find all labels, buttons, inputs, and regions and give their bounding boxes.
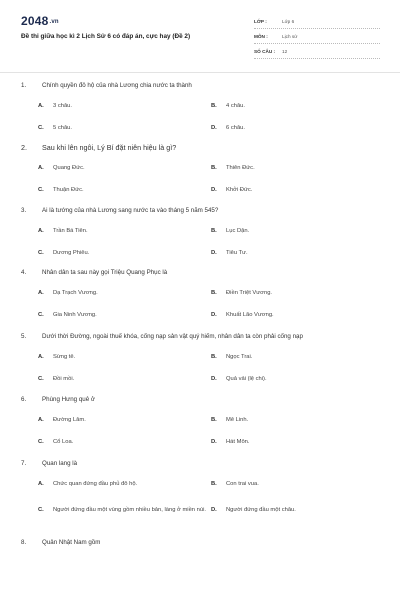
answer-option[interactable] [211,346,384,368]
option-text: Mê Linh. [226,417,249,423]
option-text: Sừng tê. [53,354,76,360]
question-item [0,263,400,327]
header-divider [0,72,400,73]
option-text: Khởi Đức. [226,187,253,193]
answer-options [38,220,400,264]
answer-option[interactable] [211,242,384,264]
option-text: Tiêu Tư. [226,250,248,256]
option-letter: C. [38,187,44,193]
question-text [0,332,400,341]
option-text: Thuận Đức. [53,187,84,193]
option-letter: C. [38,439,44,445]
meta-value: 12 [282,48,288,54]
option-text: Thiên Đức. [226,165,255,171]
option-letter: B. [211,290,217,296]
answer-option[interactable] [211,95,384,117]
option-letter: D. [211,439,217,445]
option-text: 5 châu. [53,125,73,131]
option-text: Hát Môn. [226,439,250,445]
question-body: Sau khi lên ngôi, Lý Bí đặt niên hiệu là gì? [42,143,177,152]
question-number: 3. [21,207,27,214]
answer-option[interactable] [211,409,384,431]
option-letter: A. [38,228,44,234]
option-letter: A. [38,417,44,423]
answer-option[interactable] [211,473,384,495]
answer-option[interactable] [38,157,211,179]
answer-option[interactable] [38,242,211,264]
question-item [0,327,400,390]
question-item [0,454,400,533]
question-text [0,538,400,547]
option-text: 4 châu. [226,103,246,109]
question-number: 6. [21,396,27,403]
question-number: 5. [21,333,27,340]
answer-option[interactable] [211,431,384,453]
page-header [0,0,400,66]
question-number: 1. [21,82,27,89]
answer-option[interactable] [38,95,211,117]
meta-row-count [254,44,380,59]
question-item [0,138,400,201]
option-letter: A. [38,165,44,171]
option-letter: C. [38,507,44,513]
question-item [0,390,400,454]
option-text: Đường Lâm. [53,417,86,423]
option-letter: D. [211,250,217,256]
answer-option[interactable] [211,117,384,139]
question-body: Nhân dân ta sau này gọi Triệu Quang Phục là [42,269,168,276]
answer-option[interactable] [38,117,211,139]
answer-options [38,157,400,201]
option-text: Khuất Lão Vương. [226,312,274,318]
option-text: Dạ Trạch Vương. [53,290,98,296]
question-item [0,76,400,138]
question-body: Ai là tướng của nhà Lương sang nước ta vào tháng 5 năm 545? [42,207,219,214]
answer-option[interactable] [38,220,211,242]
option-text: Cổ Loa. [53,439,74,445]
option-text: Ngọc Trai. [226,354,253,360]
site-logo[interactable] [21,14,59,28]
answer-option[interactable] [211,282,384,304]
answer-option[interactable] [211,304,384,326]
answer-option[interactable] [38,409,211,431]
question-number: 2. [21,143,27,152]
option-letter: D. [211,312,217,318]
option-letter: D. [211,187,217,193]
answer-option[interactable] [38,304,211,326]
option-letter: B. [211,103,217,109]
exam-meta [254,14,380,59]
option-letter: C. [38,376,44,382]
question-body: Quan lang là [42,460,78,467]
option-text: 6 châu. [226,125,246,131]
option-text: 3 châu. [53,103,73,109]
option-text: Người đứng đầu một châu. [226,507,296,513]
option-text: Quang Đức. [53,165,85,171]
option-letter: B. [211,417,217,423]
option-letter: C. [38,125,44,131]
option-letter: D. [211,507,217,513]
question-text [0,81,400,90]
answer-option[interactable] [38,179,211,201]
answer-option[interactable] [38,346,211,368]
option-text: Gia Ninh Vương. [53,312,97,318]
option-letter: C. [38,312,44,318]
meta-key: MÔN : [254,33,268,39]
answer-option[interactable] [38,368,211,390]
answer-options [38,346,400,390]
question-text [0,206,400,215]
logo-tld: .vn [49,19,59,25]
exam-title: Đề thi giữa học kì 2 Lịch Sử 6 có đáp án, cực hay (Đề 2) [21,33,191,40]
answer-options [38,95,400,139]
question-body: Quân Nhật Nam gồm [42,539,101,546]
meta-row-subject [254,29,380,44]
answer-option[interactable] [211,220,384,242]
answer-option[interactable] [38,473,211,495]
option-text: Điền Triệt Vương. [226,290,273,296]
answer-option[interactable] [211,157,384,179]
option-text: Dương Phiêu. [53,250,90,256]
question-list [0,76,400,553]
meta-row-class [254,14,380,29]
answer-option[interactable] [211,495,384,525]
option-text: Đồi mồi. [53,376,75,382]
question-text [0,459,400,468]
option-text: Lục Dận. [226,228,250,234]
option-letter: D. [211,376,217,382]
answer-option[interactable] [211,368,384,390]
question-number: 8. [21,539,27,546]
question-item [0,533,400,553]
option-letter: D. [211,125,217,131]
question-body: Dưới thời Đường, ngoài thuế khóa, cống nạp sản vật quý hiếm, nhân dân ta còn phải cống nạp [42,333,303,340]
answer-options [38,282,400,326]
option-text: Quả vải (lệ chi). [226,376,267,382]
option-letter: A. [38,290,44,296]
option-text: Trần Bá Tiên. [53,228,88,234]
meta-value: Lớp 6 [282,18,295,24]
question-text [0,268,400,277]
option-letter: B. [211,481,217,487]
question-text [0,395,400,404]
option-letter: B. [211,354,217,360]
question-number: 7. [21,460,27,467]
option-letter: C. [38,250,44,256]
question-item [0,201,400,263]
question-body: Chính quyền đô hộ của nhà Lương chia nước ta thành [42,82,192,89]
answer-options [38,473,400,525]
option-text: Người đứng đầu một vùng gồm nhiều bản, làng ở miền núi. [53,507,206,513]
answer-option[interactable] [211,179,384,201]
answer-options [38,409,400,453]
answer-option[interactable] [38,431,211,453]
answer-option[interactable] [38,282,211,304]
option-text: Chức quan đứng đầu phủ đô hộ. [53,481,138,487]
question-number: 4. [21,269,27,276]
answer-option[interactable] [38,495,211,525]
question-body: Phùng Hưng quê ở [42,396,95,403]
option-letter: A. [38,354,44,360]
meta-key: LỚP : [254,18,267,24]
option-letter: B. [211,228,217,234]
option-letter: A. [38,481,44,487]
meta-key: SỐ CÂU : [254,48,276,54]
option-letter: B. [211,165,217,171]
logo-main: 2048 [21,14,49,28]
question-text [0,143,400,152]
option-letter: A. [38,103,44,109]
option-text: Con trai vua. [226,481,259,487]
meta-value: Lịch sử [282,33,298,39]
